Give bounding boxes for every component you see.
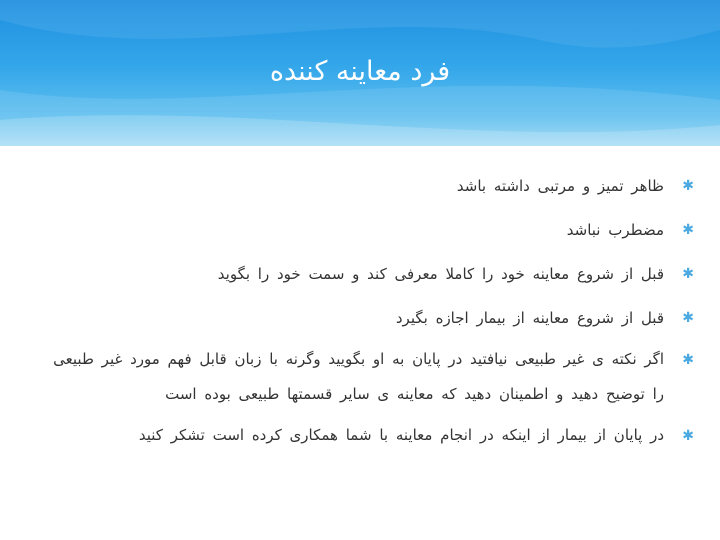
bullet-icon: ✱ <box>682 222 694 238</box>
bullet-text: قبل از شروع معاینه خود را کاملا معرفی کند و سمت خود را بگوید <box>217 265 664 283</box>
bullet-item <box>44 342 694 412</box>
bullet-text: در پایان از بیمار از اینکه در انجام معاینه با شما همکاری کرده است تشکر کنید <box>138 426 664 444</box>
bullet-item <box>44 300 694 336</box>
title-banner <box>0 0 720 146</box>
bullet-text: مضطرب نباشد <box>566 221 664 239</box>
bullet-icon: ✱ <box>682 178 694 194</box>
bullet-item <box>44 256 694 292</box>
bullet-item <box>44 418 694 453</box>
bullet-item <box>44 212 694 248</box>
bullet-text: اگر نکته ی غیر طبیعی نیافتید در پایان به او بگویید وگرنه با زبان قابل فهم مورد غیر طبیعی را توضیح دهید و اطمینان دهید که معاینه ی سایر قسمتها طبیعی بوده است <box>53 350 664 403</box>
bullet-text: ظاهر تمیز و مرتبی داشته باشد <box>456 177 664 195</box>
bullet-item <box>44 168 694 204</box>
bullet-list <box>44 168 694 453</box>
bullet-text: قبل از شروع معاینه از بیمار اجازه بگیرد <box>395 309 664 327</box>
bullet-icon: ✱ <box>682 310 694 326</box>
slide-title: فرد معاینه کننده <box>269 56 451 87</box>
bullet-icon: ✱ <box>682 266 694 282</box>
bullet-icon: ✱ <box>682 428 694 444</box>
bullet-icon: ✱ <box>682 352 694 368</box>
